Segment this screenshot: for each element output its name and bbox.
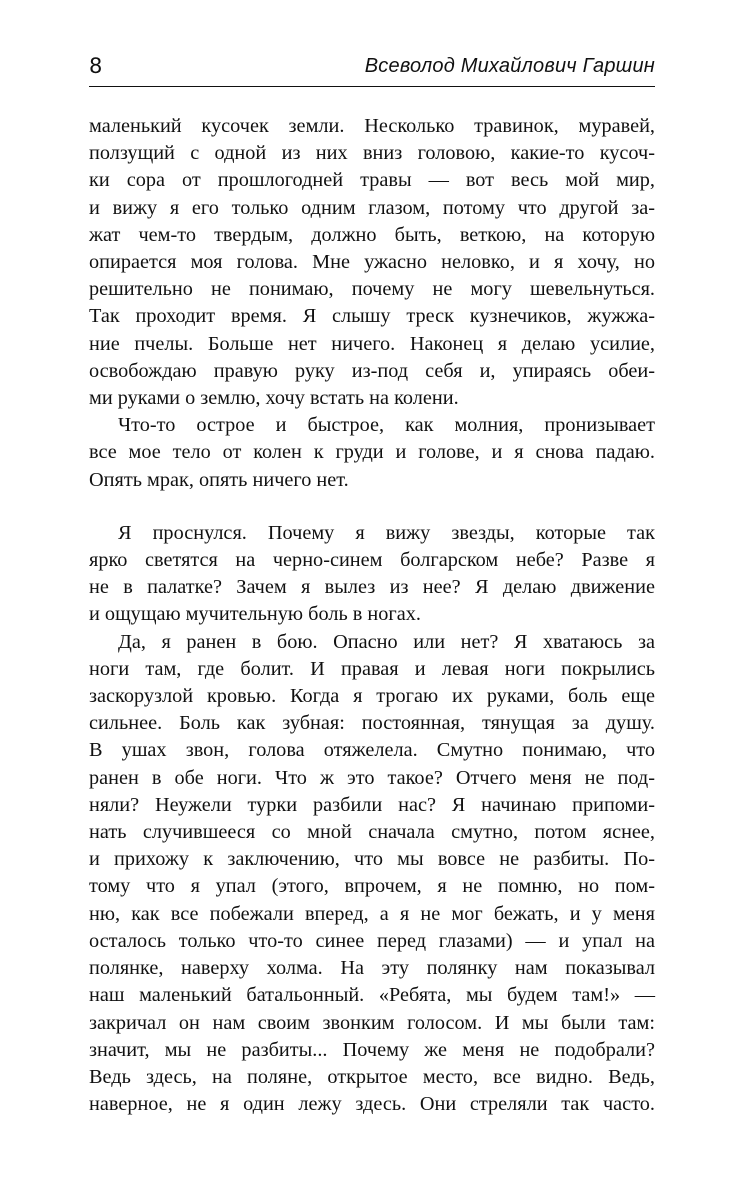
body-text [89, 113, 655, 1118]
text-line: заскорузлой кровью. Когда я трогаю их руками, боль еще [89, 685, 655, 708]
text-line: Ведь здесь, на поляне, открытое место, все видно. Ведь, [89, 1065, 655, 1088]
text-line: все мое тело от колен к груди и голове, и я снова падаю. [89, 441, 655, 464]
text-line: Так проходит время. Я слышу треск кузнечиков, жужжа- [89, 305, 655, 328]
text-line: Что-то острое и быстрое, как молния, пронизывает [118, 414, 655, 437]
text-line: закричал он нам своим звонким голосом. И мы были там: [89, 1011, 655, 1034]
text-line: Я проснулся. Почему я вижу звезды, которые так [118, 521, 655, 544]
text-line: жат чем-то твердым, должно быть, веткою, на которую [89, 223, 655, 246]
paragraph [89, 412, 655, 494]
paragraph [89, 113, 655, 412]
text-line: ки сора от прошлогодней травы — вот весь мой мир, [89, 169, 655, 192]
text-line: полянке, наверху холма. На эту полянку нам показывал [89, 957, 655, 980]
text-line: ние пчелы. Больше нет ничего. Наконец я делаю усилие, [89, 332, 655, 355]
text-line: Да, я ранен в бою. Опасно или нет? Я хватаюсь за [118, 630, 655, 653]
text-line: и вижу я его только одним глазом, потому что другой за- [89, 196, 655, 219]
page-header [89, 52, 655, 87]
text-line: ню, как все побежали вперед, а я не мог бежать, и у меня [89, 902, 655, 925]
text-line: ми руками о землю, хочу встать на колени. [89, 387, 459, 410]
page-number: 8 [89, 54, 103, 78]
text-line: ползущий с одной из них вниз головою, какие-то кусоч- [89, 142, 655, 165]
text-line: сильнее. Боль как зубная: постоянная, тянущая за душу. [89, 712, 655, 735]
text-line: наверное, не я один лежу здесь. Они стреляли так часто. [89, 1093, 655, 1116]
text-line: няли? Неужели турки разбили нас? Я начинаю припоми- [89, 793, 655, 816]
text-line: решительно не понимаю, почему не могу шевельнуться. [89, 278, 655, 301]
text-line: Опять мрак, опять ничего нет. [89, 468, 349, 491]
text-line: опирается моя голова. Мне ужасно неловко, и я хочу, но [89, 251, 655, 274]
text-line: и ощущаю мучительную боль в ногах. [89, 603, 421, 626]
text-line: наш маленький батальонный. «Ребята, мы будем там!» — [89, 984, 655, 1007]
paragraph [89, 629, 655, 1119]
text-line: ранен в обе ноги. Что ж это такое? Отчего меня не под- [89, 766, 655, 789]
text-line: не в палатке? Зачем я вылез из нее? Я делаю движение [89, 576, 655, 599]
text-line: нать случившееся со мной сначала смутно, потом яснее, [89, 821, 655, 844]
paragraph [89, 520, 655, 629]
text-line: тому что я упал (этого, впрочем, я не помню, но пом- [89, 875, 655, 898]
text-line: ярко светятся на черно-синем болгарском небе? Разве я [89, 549, 655, 572]
text-line: и прихожу к заключению, что мы вовсе не разбиты. По- [89, 848, 655, 871]
running-title: Всеволод Михайлович Гаршин [364, 55, 655, 77]
text-line: значит, мы не разбиты... Почему же меня не подобрали? [89, 1038, 655, 1061]
section-break [89, 494, 655, 520]
text-line: осталось только что-то синее перед глазами) — и упал на [89, 929, 655, 952]
text-line: маленький кусочек земли. Несколько травинок, муравей, [89, 115, 655, 137]
text-line: ноги там, где болит. И правая и левая ноги покрылись [89, 657, 655, 680]
text-line: освобождаю правую руку из-под себя и, упираясь обеи- [89, 359, 655, 382]
text-line: В ушах звон, голова отяжелела. Смутно понимаю, что [89, 739, 655, 762]
